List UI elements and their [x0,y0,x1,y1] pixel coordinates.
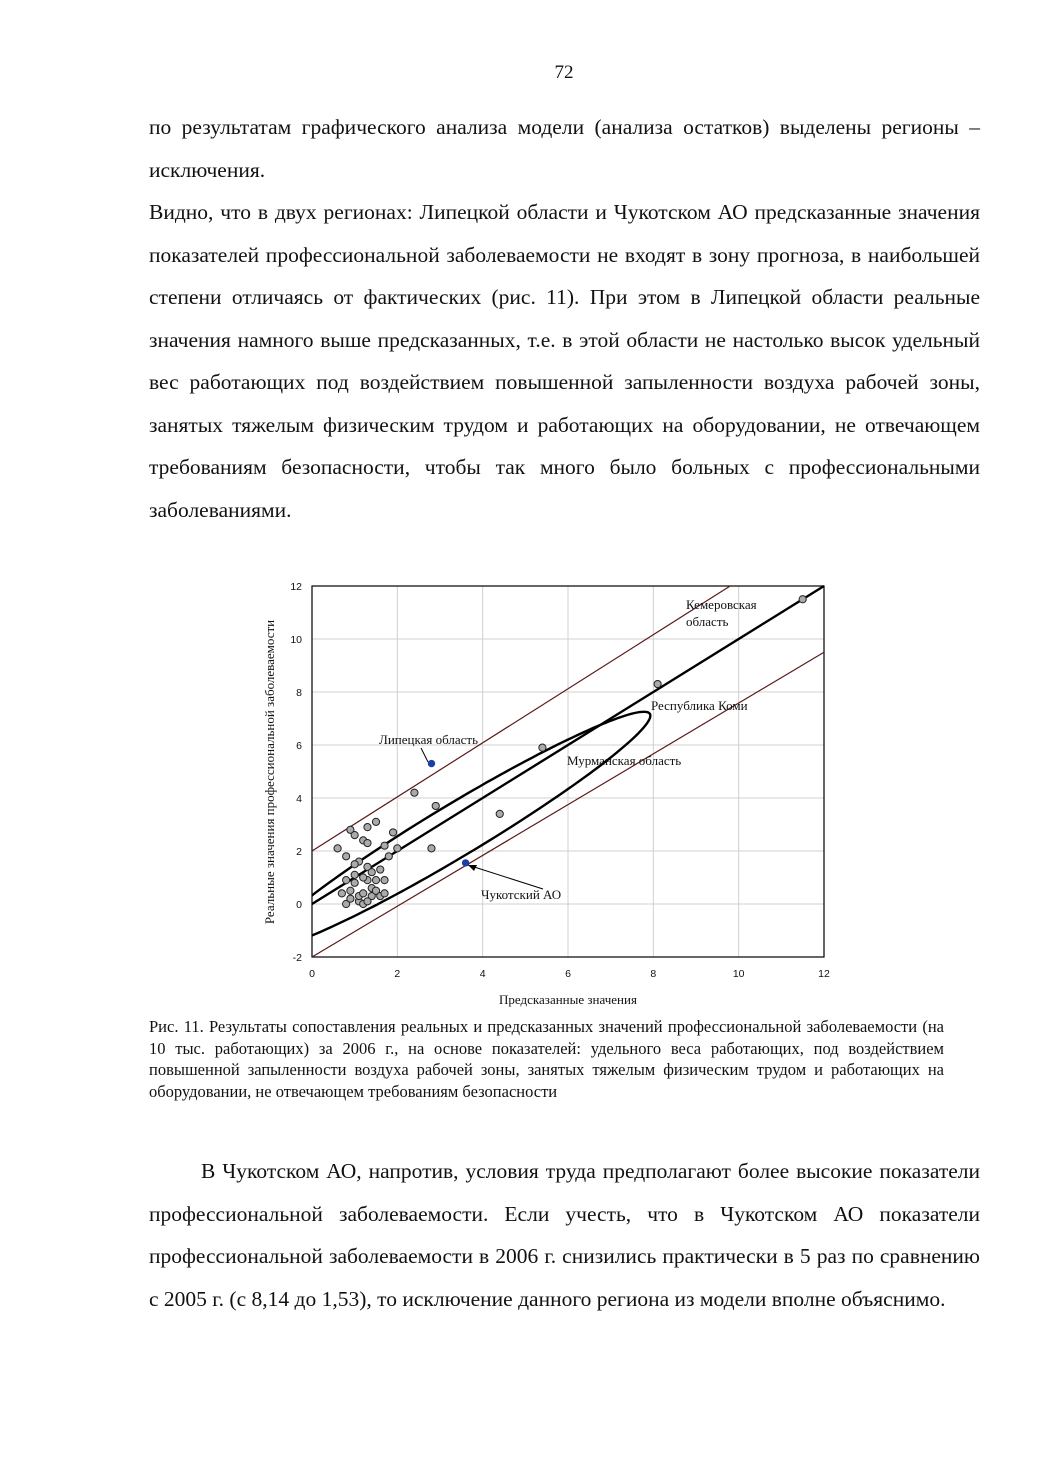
data-point [799,596,806,603]
data-point [347,895,354,902]
data-point [364,898,371,905]
data-points [334,596,806,908]
x-tick-labels [309,968,830,980]
confidence-ellipse [264,712,651,948]
data-point [360,890,367,897]
x-axis-title: Предсказанные значения [499,992,637,1007]
data-point [381,890,388,897]
y-tick-label: -2 [292,952,302,964]
data-point [368,869,375,876]
y-tick-label: 2 [296,846,302,858]
y-tick-labels [290,581,302,964]
data-point [411,789,418,796]
data-point [364,839,371,846]
paragraph-2: Видно, что в двух регионах: Липецкой области и Чукотском АО предсказанные значения показателей профессиональной заболеваемости не входят в зону прогноза, в наибольшей степени отличаясь от фактических (рис. 11). При этом в Липецкой области реальные значения намного выше предсказанных, т.е. в этой области не настолько высок удельный вес работающих под воздействием повышенной запыленности воздуха рабочей зоны, занятых тяжелым физическим трудом и работающих на оборудовании, не отвечающем требованиям безопасности, чтобы так много было больных с профессиональными заболеваниями. [149,200,980,522]
data-point [394,845,401,852]
data-point [343,853,350,860]
data-point [496,810,503,817]
data-point [351,871,358,878]
x-tick-label: 12 [818,968,830,980]
data-point [343,877,350,884]
y-axis-title: Реальные значения профессиональной заболеваемости [262,619,277,925]
annotation-chukotka: Чукотский АО [481,887,562,902]
annotation-lipetsk: Липецкая область [379,732,479,747]
data-point [385,853,392,860]
data-point [338,890,345,897]
data-point [360,874,367,881]
arrow-lipetsk [421,748,428,762]
data-point [372,818,379,825]
paragraph-3: В Чукотском АО, напротив, условия труда предполагают более высокие показатели профессиональной заболеваемости. Если учесть, что в Чукотском АО показатели профессиональной заболеваемости в 2006 г. снизились практически в 5 раз по сравнению с 2005 г. (с 8,14 до 1,53), то исключение данного региона из модели вполне объяснимо. [149,1159,980,1311]
data-point [381,842,388,849]
x-tick-label: 10 [732,968,745,980]
y-tick-label: 6 [296,740,302,752]
data-point [351,861,358,868]
upper-prediction-line [312,586,730,851]
y-tick-label: 4 [296,793,302,805]
chart-annotations [379,597,760,902]
y-tick-label: 10 [290,634,302,646]
data-point [377,866,384,873]
data-point [432,802,439,809]
y-tick-label: 0 [296,899,302,911]
annotation-komi: Республика Коми [651,698,748,713]
data-point [389,829,396,836]
figure-11 [255,572,845,1012]
data-point [347,887,354,894]
x-tick-label: 8 [650,968,657,980]
data-point [654,680,661,687]
annotation-kemerovo [686,597,760,629]
highlighted-point [428,760,434,766]
x-tick-label: 0 [309,968,315,980]
paragraph-1: по результатам графического анализа модели (анализа остатков) выделены регионы – исключения. [149,115,980,182]
page-number: 72 [554,62,574,83]
x-tick-label: 2 [394,968,401,980]
data-point [381,877,388,884]
data-point [364,824,371,831]
chart-grid [312,586,824,957]
annotation-kemerovo-line-2: область [686,614,729,629]
y-tick-label: 12 [290,581,302,593]
x-tick-label: 6 [565,968,571,980]
scatter-chart [255,572,845,1012]
data-point [334,845,341,852]
arrowhead-chukotka [468,865,477,871]
data-point [539,744,546,751]
highlighted-point [462,860,468,866]
y-tick-label: 8 [296,687,302,699]
annotation-murmansk: Мурманская область [567,753,682,768]
data-point [372,877,379,884]
data-point [351,832,358,839]
arrow-chukotka [468,865,543,889]
figure-caption: Рис. 11. Результаты сопоставления реальных и предсказанных значений профессиональной заболеваемости (на 10 тыс. работающих) за 2006 г., на основе показателей: удельного веса работающих, под воздействием повышенной запыленности воздуха рабочей зоны, занятых тяжелым физическим трудом и работающих на оборудовании, не отвечающем требованиям безопасности [149,1017,944,1101]
data-point [428,845,435,852]
annotation-kemerovo-line-1: Кемеровская [686,597,757,612]
x-tick-label: 4 [479,968,486,980]
data-point [351,879,358,886]
